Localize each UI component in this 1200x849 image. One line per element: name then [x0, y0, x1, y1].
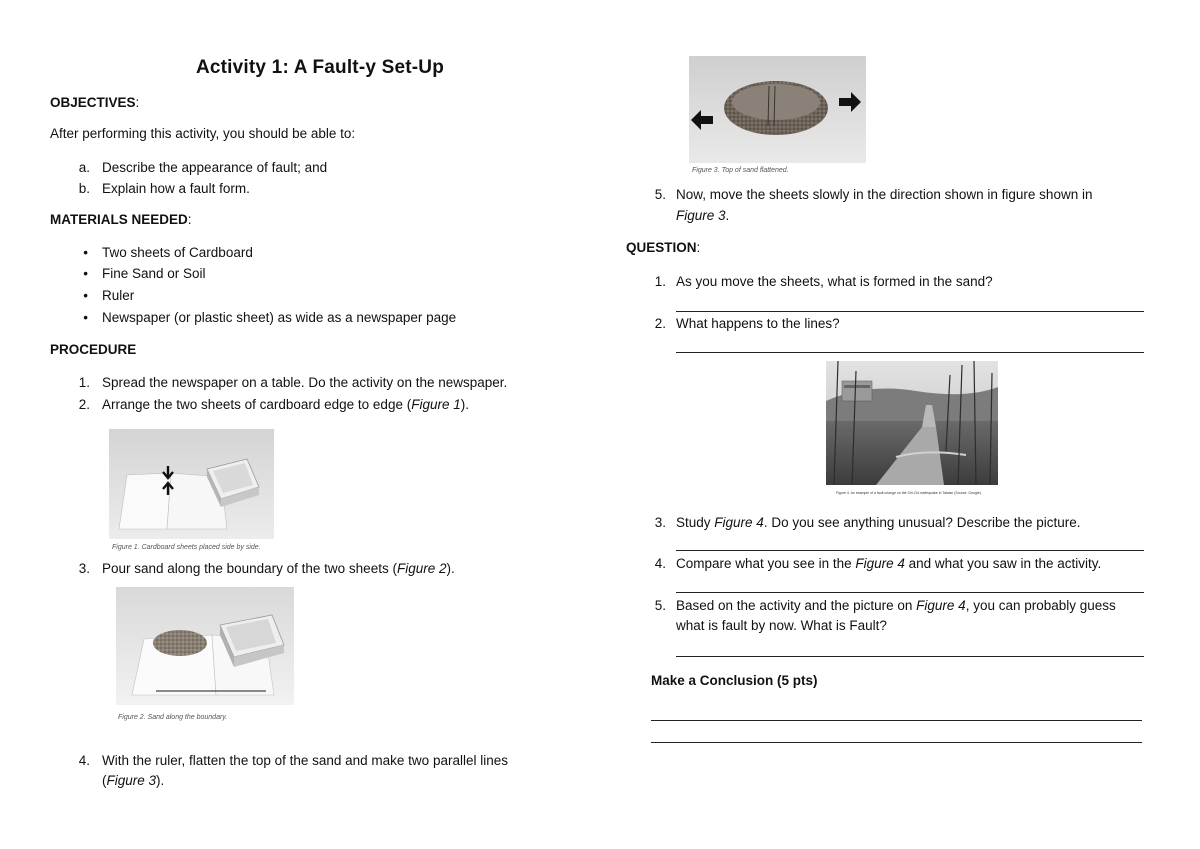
- material-text: Fine Sand or Soil: [102, 266, 206, 281]
- question-heading-label: QUESTION: [626, 240, 697, 255]
- question-text-before: Study: [676, 515, 715, 530]
- question-marker: 4.: [654, 556, 666, 571]
- conclusion-line[interactable]: [651, 720, 1142, 721]
- figure-reference: Figure 3: [676, 208, 726, 223]
- question-text-before: Based on the activity and the picture on: [676, 598, 917, 613]
- question-text: As you move the sheets, what is formed in the sand?: [676, 274, 993, 289]
- step-text-after: .: [725, 208, 730, 223]
- step-text-after: ).: [460, 397, 469, 412]
- question-5: [626, 597, 1146, 637]
- figure-reference: Figure 4: [855, 556, 905, 571]
- procedure-step-5: [626, 186, 1146, 226]
- procedure-step-2: [50, 396, 590, 414]
- question-4: [626, 555, 1146, 573]
- procedure-step-3: [50, 560, 590, 578]
- procedure-step-4: [50, 752, 590, 792]
- question-text: What happens to the lines?: [676, 316, 840, 331]
- material-text: Two sheets of Cardboard: [102, 245, 253, 260]
- question-text: [676, 514, 1081, 532]
- objective-item-b: [50, 180, 590, 198]
- step-text-line-2: [102, 772, 164, 790]
- figure-4-caption: Figure 4. An example of a fault change on the Chi-Chi earthquake in Taiwan (Source: Google): [836, 491, 981, 495]
- question-marker: 2.: [654, 316, 666, 331]
- materials-heading-label: MATERIALS NEEDED: [50, 212, 188, 227]
- material-item: [50, 244, 590, 262]
- material-item: [50, 309, 590, 327]
- material-item: [50, 265, 590, 283]
- bullet-icon: •: [83, 266, 88, 281]
- materials-heading: [50, 212, 192, 227]
- question-3: [626, 514, 1146, 532]
- objective-text: Describe the appearance of fault; and: [102, 160, 328, 175]
- step-text: [102, 396, 469, 414]
- question-1: [626, 273, 1146, 291]
- question-2: [626, 315, 1146, 333]
- objective-marker: a.: [78, 160, 90, 175]
- conclusion-line[interactable]: [651, 742, 1142, 743]
- step-text-line-1: With the ruler, flatten the top of the sand and make two parallel lines: [102, 753, 508, 768]
- question-heading-colon: :: [696, 240, 701, 255]
- step-text-before: Pour sand along the boundary of the two sheets (: [102, 561, 397, 576]
- objectives-heading-label: OBJECTIVES: [50, 95, 136, 110]
- answer-line[interactable]: [676, 550, 1144, 551]
- conclusion-heading: Make a Conclusion (5 pts): [651, 673, 818, 688]
- step-marker: 4.: [78, 753, 90, 768]
- question-text-after: . Do you see anything unusual? Describe the picture.: [763, 515, 1081, 530]
- step-marker: 1.: [78, 375, 90, 390]
- figure-2-image: [116, 587, 294, 705]
- figure-1-caption: Figure 1. Cardboard sheets placed side by side.: [112, 544, 261, 551]
- step-text: Spread the newspaper on a table. Do the activity on the newspaper.: [102, 375, 508, 390]
- figure-3-caption: Figure 3. Top of sand flattened.: [692, 167, 789, 174]
- step-marker: 3.: [78, 561, 90, 576]
- objectives-heading: [50, 95, 139, 110]
- material-item: [50, 287, 590, 305]
- answer-line[interactable]: [676, 311, 1144, 312]
- procedure-heading: PROCEDURE: [50, 342, 137, 357]
- material-text: Ruler: [102, 288, 135, 303]
- figure-1-image: [109, 429, 274, 539]
- question-text-after: , you can probably guess: [965, 598, 1116, 613]
- figure-reference: Figure 4: [714, 515, 764, 530]
- objective-marker: b.: [78, 181, 90, 196]
- answer-line[interactable]: [676, 352, 1144, 353]
- page-title: Activity 1: A Fault-y Set-Up: [195, 57, 445, 78]
- question-text-after: and what you saw in the activity.: [904, 556, 1102, 571]
- step-text-before: Arrange the two sheets of cardboard edge to edge (: [102, 397, 412, 412]
- figure-reference: Figure 1: [411, 397, 461, 412]
- question-text-line-2: what is fault by now. What is Fault?: [676, 618, 887, 633]
- objectives-heading-colon: :: [135, 95, 140, 110]
- question-text: [676, 555, 1101, 573]
- paren-open: (: [102, 773, 107, 788]
- objectives-intro: After performing this activity, you should be able to:: [50, 126, 356, 141]
- step-marker: 5.: [654, 187, 666, 202]
- figure-reference: Figure 2: [396, 561, 447, 576]
- objective-item-a: [50, 159, 590, 177]
- step-marker: 2.: [78, 397, 90, 412]
- figure-reference: Figure 4: [916, 598, 966, 613]
- step-text: [102, 560, 455, 578]
- question-heading: [626, 240, 700, 255]
- question-marker: 3.: [654, 515, 666, 530]
- bullet-icon: •: [83, 288, 88, 303]
- figure-2-caption: Figure 2. Sand along the boundary.: [118, 714, 228, 721]
- step-text-line-2: [676, 207, 729, 225]
- step-text-after: ).: [446, 561, 455, 576]
- materials-heading-colon: :: [187, 212, 192, 227]
- objective-text: Explain how a fault form.: [102, 181, 250, 196]
- question-text-before: Compare what you see in the: [676, 556, 856, 571]
- figure-3-image: [689, 56, 866, 163]
- question-marker: 1.: [654, 274, 666, 289]
- figure-4-image: [826, 361, 998, 485]
- question-marker: 5.: [654, 598, 666, 613]
- procedure-step-1: [50, 374, 590, 392]
- material-text: Newspaper (or plastic sheet) as wide as a newspaper page: [102, 310, 457, 325]
- step-text-line-1: Now, move the sheets slowly in the direction shown in figure shown in: [676, 187, 1093, 202]
- step-text-after: ).: [156, 773, 165, 788]
- question-text-line-1: [676, 597, 1116, 615]
- bullet-icon: •: [83, 310, 88, 325]
- figure-reference: Figure 3: [106, 773, 157, 788]
- bullet-icon: •: [83, 245, 88, 260]
- answer-line[interactable]: [676, 592, 1144, 593]
- answer-line[interactable]: [676, 656, 1144, 657]
